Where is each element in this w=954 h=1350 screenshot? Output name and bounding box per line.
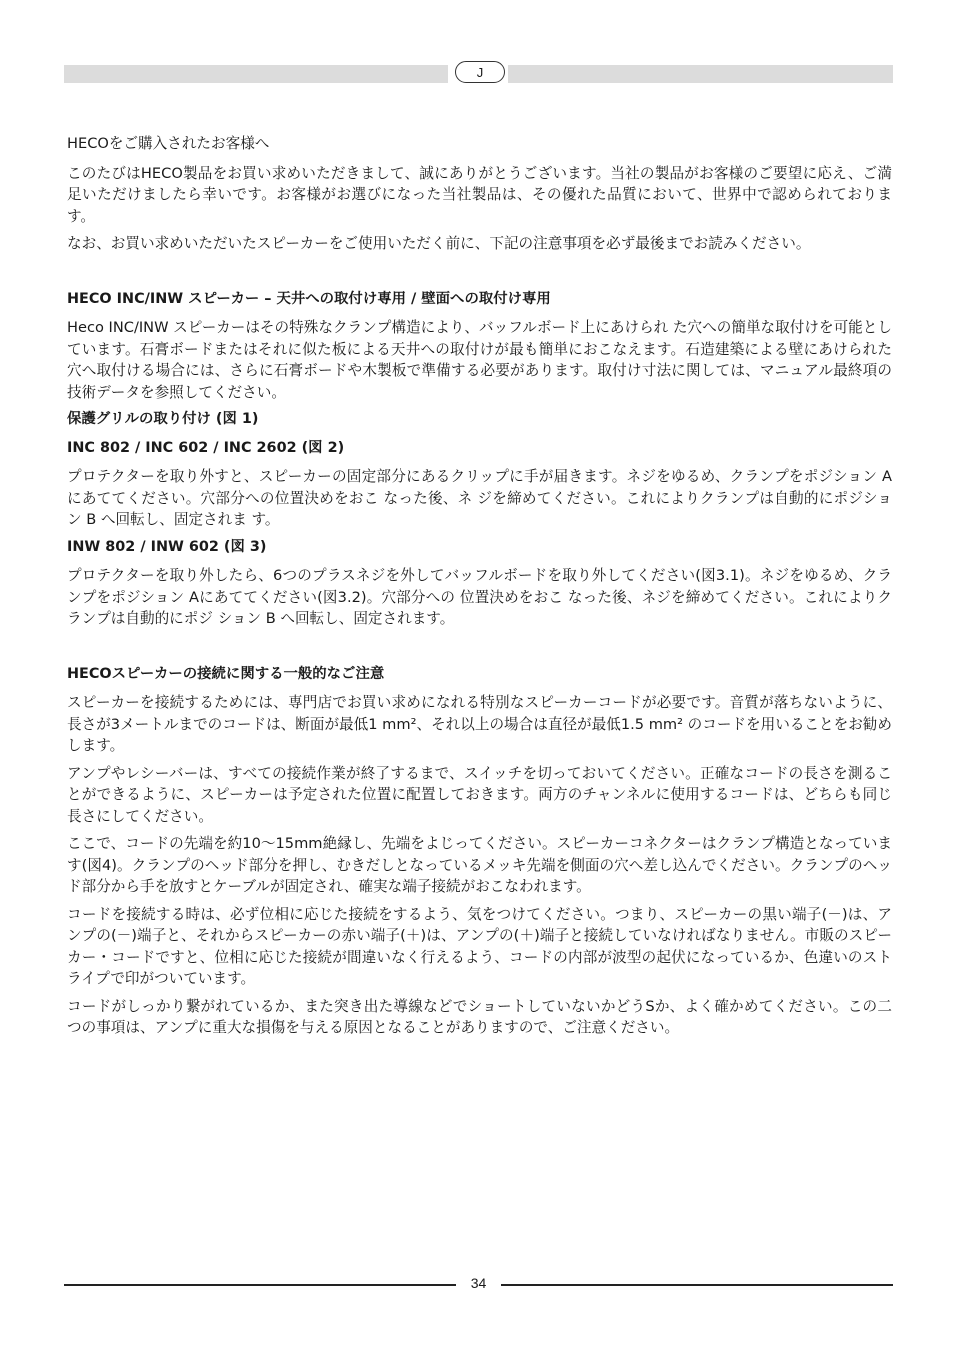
section2-paragraph-2: アンプやレシーバーは、すべての接続作業が終了するまで、スイッチを切っておいてください。正確なコードの長さを測ることができるように、スピーカーは予定された位置に配置しておきます。両方のチャンネルに使用するコードは、どちらも同じ長さにしてください。 [67,764,892,825]
footer-rule-left [64,1284,456,1286]
header-bar-left [64,65,448,83]
spacer [67,261,892,289]
section1-paragraph-3: プロテクターを取り外したら、6つのプラスネジを外してバッフルボードを取り外してください(図3.1)。ネジをゆるめ、クランプをポジション Aにあててください(図3.2)。穴部分への 位置決めをおこ なった後、ネジを締めてください。これによりクランプは自動的にポジ ション B へ回転し、固定されます。 [67,567,892,627]
section2-paragraph-5: コードがしっかり繋がれているか、また突き出た導線などでショートしていないかどうSか、よく確かめてください。この二つの事項は、アンプに重大な損傷を与える原因となることがありますので、ご注意ください。 [67,997,892,1036]
intro-paragraph-1: このたびはHECO製品をお買い求めいただきまして、誠にありがとうございます。当社の製品がお客様のご要望に応え、ご満足いただけましたら幸いです。お客様がお選びになった当社製品は、その優れた品質において、世界中で認められております。 [67,164,892,225]
header-bar-right [508,65,893,83]
spacer [67,636,892,664]
page-content [67,133,892,1045]
section1-subheading-inc: INC 802 / INC 602 / INC 2602 (図 2) [67,439,345,456]
section1-title: HECO INC/INW スピーカー – 天井への取付け専用 / 壁面への取付け専用 [67,290,551,307]
section1-subheading-grille: 保護グリルの取り付け (図 1) [67,411,259,427]
intro-paragraph-2: なお、お買い求めいただいたスピーカーをご使用いただく前に、下記の注意事項を必ず最後までお読みください。 [67,235,811,252]
page-number: 34 [470,1275,487,1291]
section1-paragraph-2: プロテクターを取り外すと、スピーカーの固定部分にあるクリップに手が届きます。ネジをゆるめ、クランプをポジション A にあててください。穴部分への位置決めをおこ なった後、ネ ジを締めてください。これによりクランプは自動的にポジション B へ回転し、固定されま す。 [67,468,892,528]
section1-paragraph-1: Heco INC/INW スピーカーはその特殊なクランプ構造により、バッフルボード上にあけられ た穴への簡単な取付けを可能としています。石膏ボードまたはそれに似た板による天井への取付けが最も簡単におこなえます。石造建築による壁にあけられた穴へ取付ける場合には、さらに石膏ボードや木製板で準備する必要があります。取付け寸法に関しては、マニュアル最終項の技術データを参照してください。 [67,319,892,401]
section1-subheading-inw: INW 802 / INW 602 (図 3) [67,538,267,555]
footer-rule-right [501,1284,893,1286]
language-badge: J [455,61,505,83]
intro-salutation: HECOをご購入されたお客様へ [67,135,270,152]
section2-title: HECOスピーカーの接続に関する一般的なご注意 [67,665,385,682]
section2-paragraph-4: コードを接続する時は、必ず位相に応じた接続をするよう、気をつけてください。つまり、スピーカーの黒い端子(－)は、アンプの(－)端子と、それからスピーカーの赤い端子(＋)は、アンプの(＋)端子と接続していなければなりません。市販のスピーカー・コードですと、位相に応じた接続が間違いなく行えるよう、コードの内部が波型の起伏になっているか、色違いのストライプで印がついています。 [67,905,892,987]
section2-paragraph-3: ここで、コードの先端を約10～15mm絶縁し、先端をよじってください。スピーカーコネクターはクランプ構造となっています(図4)。クランプのヘッド部分を押し、むきだしとなっているメッキ先端を側面の穴へ差し込んでください。クランプのヘッド部分から手を放すとケーブルが固定され、確実な端子接続がおこなわれます。 [67,835,892,895]
section2-paragraph-1: スピーカーを接続するためには、専門店でお買い求めになれる特別なスピーカーコードが必要です。音質が落ちないように、長さが3メートルまでのコードは、断面が最低1 mm²、それ以上の場合は直径が最低1.5 mm² のコードを用いることをお勧めします。 [67,694,892,754]
